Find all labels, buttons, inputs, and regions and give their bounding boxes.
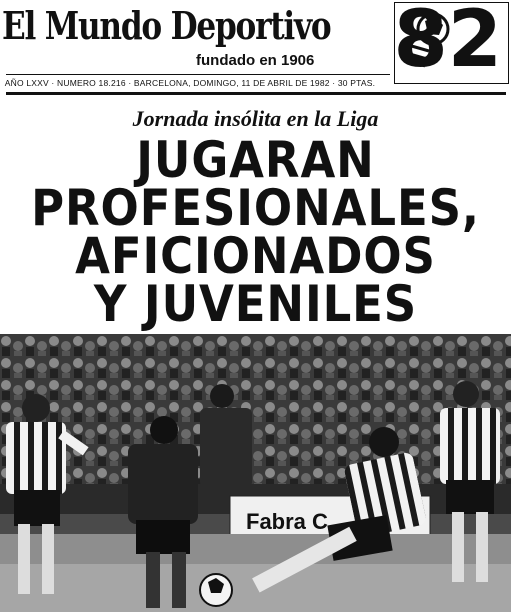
headline-line-3: AFICIONADOS [75, 227, 436, 285]
football-ball-icon [200, 574, 232, 606]
headline-line-2: PROFESIONALES, [31, 179, 480, 237]
issue-line: AÑO LXXV · NUMERO 18.216 · BARCELONA, DOMINGO, 11 DE ABRIL DE 1982 · 30 PTAS. [4, 78, 376, 88]
rule-top [6, 74, 390, 75]
headline-kicker: Jornada insólita en la Liga [132, 106, 379, 131]
newspaper-title: El Mundo Deportivo [2, 3, 331, 48]
founded-line: fundado en 1906 [196, 52, 315, 69]
logo-year-number: 82 [393, 0, 502, 85]
match-photo [0, 334, 511, 612]
masthead [0, 0, 511, 100]
world-cup-82-logo [394, 2, 509, 84]
ad-board-text: Fabra C [246, 509, 328, 534]
rule-bottom [6, 92, 506, 95]
headline-line-4: Y JUVENILES [93, 275, 418, 333]
headline-line-1: JUGARAN [136, 131, 375, 189]
